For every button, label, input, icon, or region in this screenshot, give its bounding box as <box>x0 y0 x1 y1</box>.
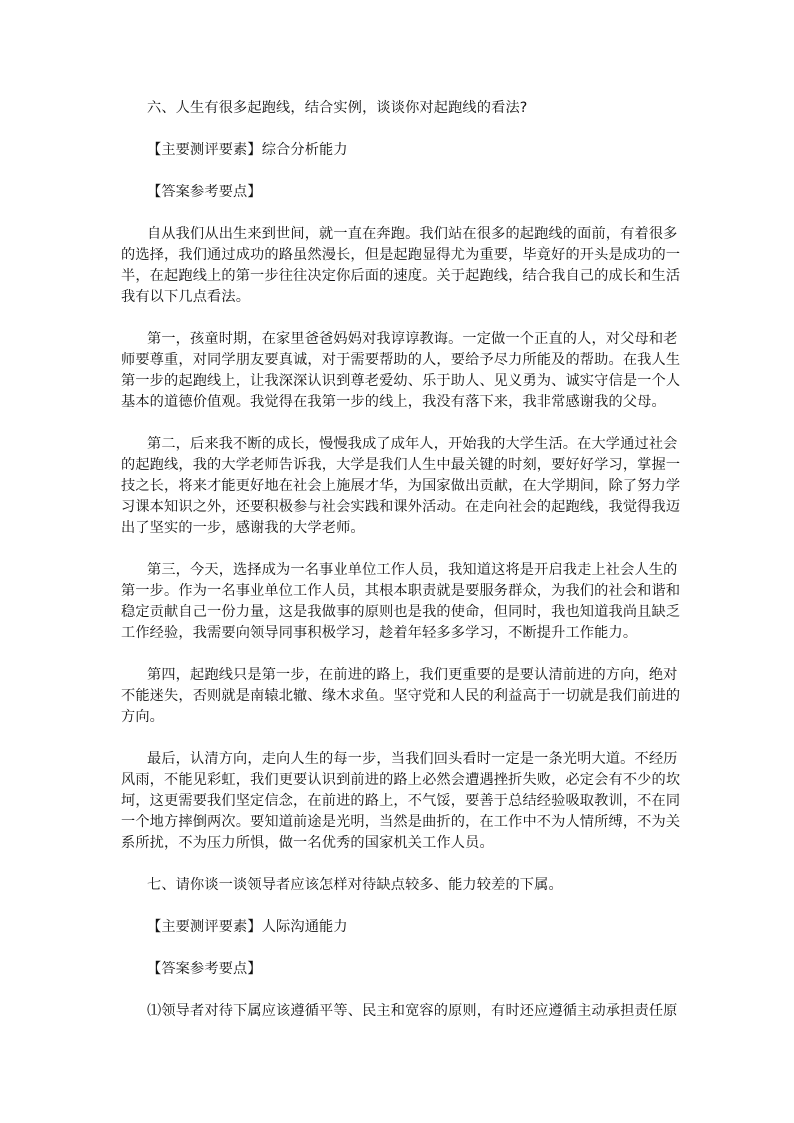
paragraph-line: 坷，这更需要我们坚定信念，在前进的路上，不气馁，要善于总结经验吸取教训，不在同 <box>121 793 681 809</box>
question-6: 六、人生有很多起跑线，结合实例，谈谈你对起跑线的看法? <box>147 100 528 116</box>
paragraph-line: 的起跑线，我的大学老师告诉我，大学是我们人生中最关键的时刻，要好好学习，掌握一 <box>121 457 681 473</box>
point-1: ⑴领导者对待下属应该遵循平等、民主和宽容的原则，有时还应遵循主动承担责任原 <box>147 1003 678 1019</box>
question-7: 七、请你谈一谈领导者应该怎样对待缺点较多、能力较差的下属。 <box>147 877 563 893</box>
paragraph-line: 师要尊重，对同学朋友要真诚，对于需要帮助的人，要给予尽力所能及的帮助。在我人生 <box>121 352 681 368</box>
paragraph-line: 技之长，将来才能更好地在社会上施展才华，为国家做出贡献，在大学期间，除了努力学 <box>121 478 681 494</box>
paragraph-line: 习课本知识之外，还要积极参与社会实践和课外活动。在走向社会的起跑线，我觉得我迈 <box>121 499 681 515</box>
paragraph-line: 最后，认清方向，走向人生的每一步，当我们回头看时一定是一条光明大道。不经历 <box>147 751 678 767</box>
paragraph-line: 基本的道德价值观。我觉得在我第一步的线上，我没有落下来，我非常感谢我的父母。 <box>121 394 666 410</box>
paragraph-line: 的选择，我们通过成功的路虽然漫长，但是起跑显得尤为重要，毕竟好的开头是成功的一 <box>121 247 681 263</box>
paragraph-line: 系所扰，不为压力所惧，做一名优秀的国家机关工作人员。 <box>121 835 494 851</box>
paragraph-line: 风雨，不能见彩虹，我们更要认识到前进的路上必然会遭遇挫折失败，必定会有不少的坎 <box>121 772 681 788</box>
paragraph-line: 方向。 <box>121 709 165 725</box>
paragraph-line: 第一步。作为一名事业单位工作人员，其根本职责就是要服务群众，为我们的社会和谐和 <box>121 583 681 599</box>
paragraph-line: 我有以下几点看法。 <box>121 289 251 305</box>
paragraph-line: 第一步的起跑线上，让我深深认识到尊老爱幼、乐于助人、见义勇为、诚实守信是一个人 <box>121 373 681 389</box>
paragraph-line: 自从我们从出生来到世间，就一直在奔跑。我们站在很多的起跑线的面前，有着很多 <box>147 226 678 242</box>
criteria-7: 【主要测评要素】人际沟通能力 <box>147 919 348 935</box>
paragraph-line: 一个地方摔倒两次。要知道前途是光明，当然是曲折的，在工作中不为人情所缚，不为关 <box>121 814 681 830</box>
answer-heading-6: 【答案参考要点】 <box>147 184 262 200</box>
criteria-6: 【主要测评要素】综合分析能力 <box>147 142 348 158</box>
paragraph-line: 第三，今天，选择成为一名事业单位工作人员，我知道这将是开启我走上社会人生的 <box>147 562 678 578</box>
paragraph-line: 出了坚实的一步，感谢我的大学老师。 <box>121 520 365 536</box>
answer-heading-7: 【答案参考要点】 <box>147 961 262 977</box>
paragraph-line: 工作经验，我需要向领导同事积极学习，趁着年轻多多学习，不断提升工作能力。 <box>121 625 638 641</box>
paragraph-line: 稳定贡献自己一份力量，这是我做事的原则也是我的使命，但同时，我也知道我尚且缺乏 <box>121 604 681 620</box>
paragraph-line: 第一，孩童时期，在家里爸爸妈妈对我谆谆教诲。一定做一个正直的人，对父母和老 <box>147 331 678 347</box>
paragraph-line: 不能迷失，否则就是南辕北辙、缘木求鱼。坚守党和人民的利益高于一切就是我们前进的 <box>121 688 681 704</box>
paragraph-line: 第四，起跑线只是第一步，在前进的路上，我们更重要的是要认清前进的方向，绝对 <box>147 667 678 683</box>
paragraph-line: 半，在起跑线上的第一步往往决定你后面的速度。关于起跑线，结合我自己的成长和生活 <box>121 268 681 284</box>
paragraph-line: 第二，后来我不断的成长，慢慢我成了成年人，开始我的大学生活。在大学通过社会 <box>147 436 678 452</box>
